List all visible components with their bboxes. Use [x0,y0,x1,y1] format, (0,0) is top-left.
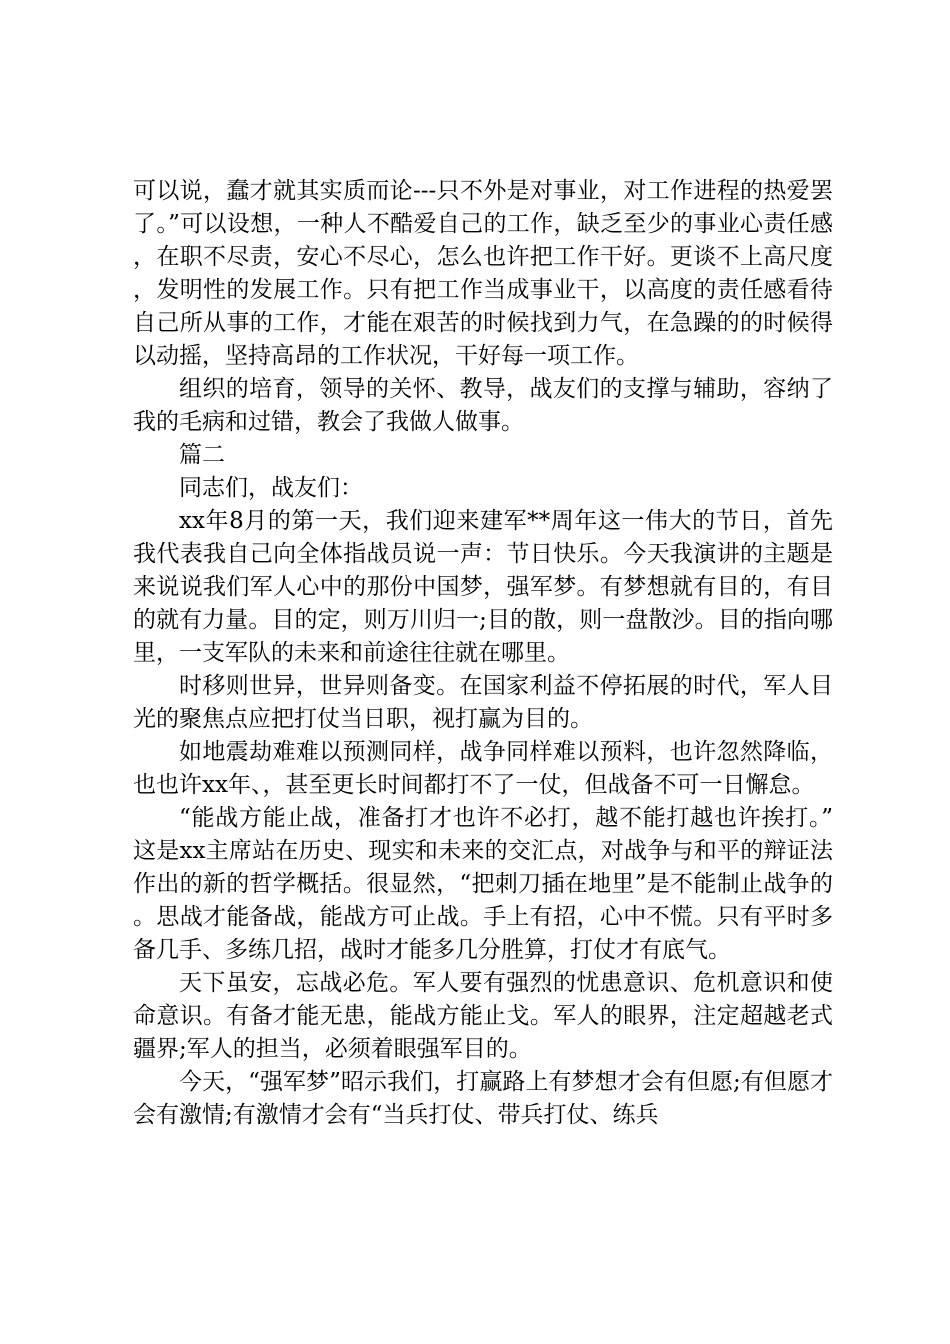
document-body [133,175,833,1132]
paragraph: 组织的培育，领导的关怀、教导，战友们的支撑与辅助，容纳了我的毛病和过错，教会了我做人做事。 [133,376,833,435]
paragraph: 天下虽安，忘战必危。军人要有强烈的忧患意识、危机意识和使命意识。有备才能无患，能战方能止戈。军人的眼界，注定超越老式疆界;军人的担当，必须着眼强军目的。 [133,970,833,1062]
paragraph-continued: 可以说，蠢才就其实质而论---只不外是对事业，对工作进程的热爱罢了。”可以设想，一种人不酷爱自己的工作，缺乏至少的事业心责任感，在职不尽责，安心不尽心，怎么也许把工作干好。更谈不上高尺度，发明性的发展工作。只有把工作当成事业干，以高度的责任感看待自己所从事的工作，才能在艰苦的时候找到力气，在急躁的的时候得以动摇，坚持高昂的工作状况，干好每一项工作。 [133,178,833,369]
paragraph: 时移则世异，世异则备变。在国家利益不停拓展的时代，军人目光的聚焦点应把打仗当日职，视打赢为目的。 [133,673,833,732]
paragraph: 今天，“强军梦”昭示我们，打赢路上有梦想才会有但愿;有但愿才会有激情;有激情才会有“当兵打仗、带兵打仗、练兵 [133,1069,833,1128]
paragraph: xx年8月的第一天，我们迎来建军**周年这一伟大的节日，首先我代表我自己向全体指战员说一声：节日快乐。今天我演讲的主题是来说说我们军人心中的那份中国梦，强军梦。有梦想就有目的，有目的就有力量。目的定，则万川归一;目的散，则一盘散沙。目的指向哪里，一支军队的未来和前途往往就在哪里。 [133,508,833,666]
section-heading: 篇二 [179,442,225,468]
paragraph: “能战方能止战，准备打才也许不必打，越不能打越也许挨打。”这是xx主席站在历史、现实和未来的交汇点，对战争与和平的辩证法作出的新的哲学概括。很显然，“把刺刀插在地里”是不能制止战争的。思战才能备战，能战方可止战。手上有招，心中不慌。只有平时多备几手、多练几招，战时才能多几分胜算，打仗才有底气。 [133,805,833,963]
salutation: 同志们，战友们： [179,475,363,501]
paragraph: 如地震劫难难以预测同样，战争同样难以预料，也许忽然降临，也也许xx年、，甚至更长时间都打不了一仗，但战备不可一日懈怠。 [133,739,833,798]
